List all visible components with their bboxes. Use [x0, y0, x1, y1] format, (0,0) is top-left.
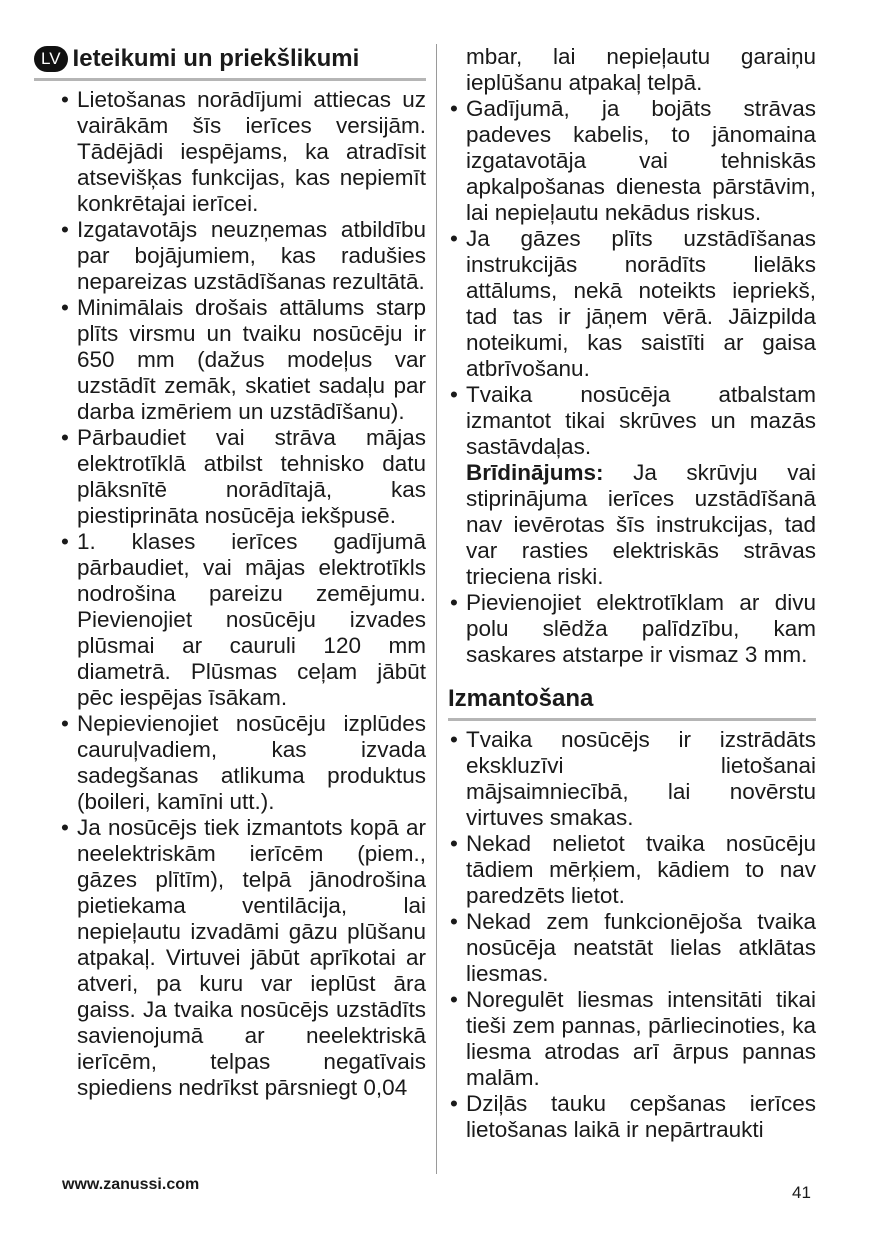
list-item: • Tvaika nosūcējs ir izstrādāts ekskluzīvi lietošanai mājsaimniecībā, lai novērstu virtuves smakas.: [448, 727, 816, 831]
usage-list: [448, 727, 816, 1143]
language-badge: LV: [34, 46, 68, 72]
heading-text: Izmantošana: [448, 685, 594, 712]
list-item: • Izgatavotājs neuzņemas atbildību par bojājumiem, kas radušies nepareizas uzstādīšanas rezultātā.: [34, 217, 426, 295]
list-item: • Pārbaudiet vai strāva mājas elektrotīklā atbilst tehnisko datu plāksnītē norādītajā, kas piestiprināta nosūcēja iekšpusē.: [34, 425, 426, 529]
heading-text: Ieteikumi un priekšlikumi: [72, 45, 360, 72]
list-item: [448, 382, 816, 590]
continued-text: mbar, lai nepieļautu garaiņu ieplūšanu atpakaļ telpā.: [466, 44, 816, 95]
list-item: • Nekad zem funkcionējoša tvaika nosūcēja neatstāt lielas atklātas liesmas.: [448, 909, 816, 987]
warning-label: Brīdinājums:: [466, 460, 604, 485]
list-item: • Dziļās tauku cepšanas ierīces lietošanas laikā ir nepārtraukti: [448, 1091, 816, 1143]
right-column: [448, 44, 816, 1143]
footer-url: www.zanussi.com: [62, 1176, 200, 1193]
list-item: • Gadījumā, ja bojāts strāvas padeves kabelis, to jānomaina izgatavotāja vai tehniskās apkalpošanas dienesta pārstāvim, lai nepieļautu nekādus riskus.: [448, 96, 816, 226]
list-item: • Lietošanas norādījumi attiecas uz vairākām šīs ierīces versijām. Tādējādi iespējams, ka atradīsit atsevišķas funkcijas, kas nepiemīt konkrētajai ierīcei.: [34, 87, 426, 217]
warning-note: [466, 460, 816, 590]
warning-text: Ja skrūvju vai stiprinājuma ierīces uzstādīšanā nav ievērotas šīs instrukcijas, tad var rasties elektriskās strāvas trieciena riski.: [466, 460, 816, 589]
list-item: • Ja nosūcējs tiek izmantots kopā ar neelektriskām ierīcēm (piem., gāzes plītīm), telpā jānodrošina pietiekama ventilācija, lai nepieļautu izvadāmi gāzu plūšanu atpakaļ. Virtuvei jābūt aprīkotai ar atveri, pa kuru var ieplūst āra gaiss. Ja tvaika nosūcējs uzstādīts savienojumā ar neelektriskā ierīcēm, telpas negatīvais spiediens nedrīkst pārsniegt 0,04: [34, 815, 426, 1101]
list-item: • Minimālais drošais attālums starp plīts virsmu un tvaiku nosūcēju ir 650 mm (dažus modeļus var uzstādīt zemāk, skatiet sadaļu par darba izmēriem un uzstādīšanu).: [34, 295, 426, 425]
section-heading-usage: [448, 684, 816, 721]
tips-list: [34, 87, 426, 1101]
list-item: • Pievienojiet elektrotīklam ar divu polu slēdža palīdzību, kam saskares atstarpe ir vismaz 3 mm.: [448, 590, 816, 668]
list-item: • 1. klases ierīces gadījumā pārbaudiet, vai mājas elektrotīkls nodrošina pareizu zemējumu. Pievienojiet nosūcēju izvades plūsmai ar cauruli 120 mm diametrā. Plūsmas ceļam jābūt pēc iespējas īsākam.: [34, 529, 426, 711]
list-item: • Nepievienojiet nosūcēju izplūdes cauruļvadiem, kas izvada sadegšanas atlikuma produktus (boileri, kamīni utt.).: [34, 711, 426, 815]
list-item-text: Tvaika nosūcēja atbalstam izmantot tikai skrūves un mazās sastāvdaļas.: [466, 382, 816, 459]
column-divider: [436, 44, 437, 1174]
left-column: [34, 44, 426, 1101]
tips-list-continued: [448, 96, 816, 668]
list-item: • Ja gāzes plīts uzstādīšanas instrukcijās norādīts lielāks attālums, nekā noteikts iepriekš, tad tas ir jāņem vērā. Jāizpilda noteikumi, kas saistīti ar gaisa atbrīvošanu.: [448, 226, 816, 382]
section-heading-tips: [34, 44, 426, 81]
list-item: • Noregulēt liesmas intensitāti tikai tieši zem pannas, pārliecinoties, ka liesma atrodas arī ārpus pannas malām.: [448, 987, 816, 1091]
list-item: • Nekad nelietot tvaika nosūcēju tādiem mērķiem, kādiem to nav paredzēts lietot.: [448, 831, 816, 909]
page-number: 41: [792, 1183, 811, 1202]
